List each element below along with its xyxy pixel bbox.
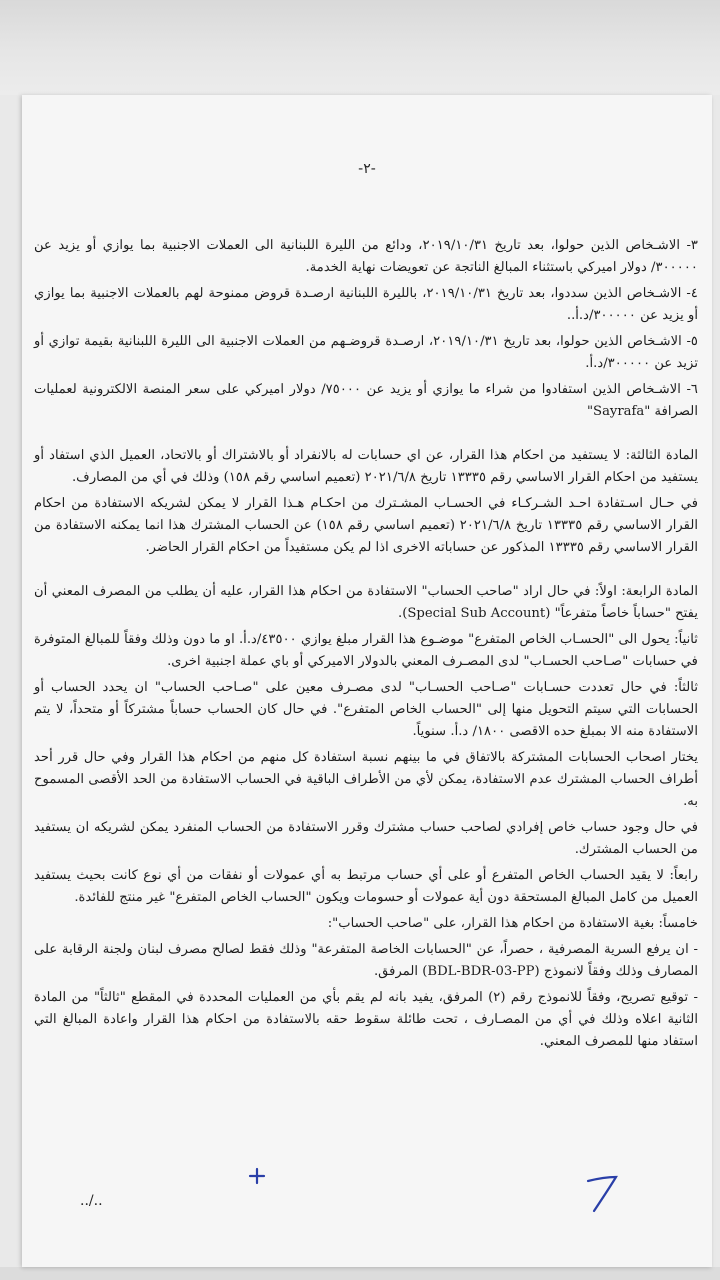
ink-signature-stroke-icon bbox=[582, 1173, 622, 1213]
ink-plus-icon bbox=[248, 1167, 266, 1185]
article-four-first-paragraph: المادة الرابعة: اولاً: في حال اراد "صاحب الحساب" الاستفادة من احكام هذا القرار، عليه أن يطلب من المصرف المعني أن يفتح "حساباً خاصاً متفرعاً" (Special Sub Account). bbox=[34, 584, 698, 621]
article-four-fifth-paragraph: خامساً: بغية الاستفادة من احكام هذا القرار، على "صاحب الحساب": bbox=[327, 916, 698, 931]
article-four-fourth-paragraph: رابعاً: لا يقيد الحساب الخاص المتفرع أو على أي حساب مرتبط به أي عمولات أو نفقات من أي نوع كانت بحيث يستفيد العميل من كامل المبالغ المستحقة دون أية عمولات أو حسومات ويكون "الحساب الخاص المتفرع" غير منتج للفائدة. bbox=[34, 868, 698, 905]
article-four-third-paragraph: ثالثاً: في حال تعددت حسـابات "صـاحب الحسـاب" لدى مصـرف معين على "صـاحب الحساب" ان يحدد الحساب أو الحسابات التي سيتم التحويل منها إلى "الحساب الخاص المتفرع". في حال كان الحساب حساباً مشتركاً أو متحداً، لا يتم الاستفادة منه الا بمبلغ حده الاقصى ١٨٠٠/ د.أ. سنوياً. bbox=[34, 680, 698, 739]
document-body bbox=[34, 235, 698, 1057]
individual-account-paragraph: في حال وجود حساب خاص إفرادي لصاحب حساب مشترك وقرر الاستفادة من الحساب المنفرد يمكن لشريكه ان يستفيد من الحساب المشترك. bbox=[34, 820, 698, 857]
scan-background-bottom bbox=[0, 1267, 720, 1280]
article-four-second-paragraph: ثانياً: يحول الى "الحسـاب الخاص المتفرع" موضـوع هذا القرار مبلغ يوازي ٤٣٥٠٠/د.أ. او ما دون وذلك وفقاً للمبالغ المتوفرة في حسابات "صـاحب الحسـاب" لدى المصـرف المعني بالدولار الاميركي أو باي عملة اجنبية اخرى. bbox=[34, 632, 698, 669]
scan-background-top bbox=[0, 0, 720, 95]
article-three-joint-account-paragraph: في حـال اسـتفادة احـد الشـركـاء في الحسـاب المشـترك من احكـام هـذا القرار لا يمكن لشريكه الاستفادة من احكام القرار الاساسي رقم ١٣٣٣٥ تاريخ ٢٠٢١/٦/٨ (تعميم اساسي رقم ١٥٨) عن الحساب المشترك هذا انما يمكنه الاستفادة من القرار الاساسي رقم ١٣٣٣٥ المذكور عن حساباته الاخرى اذا لم يكن مستفيداً من احكام القرار الحاضر. bbox=[34, 496, 698, 555]
page-number: -٢- bbox=[358, 161, 376, 177]
declaration-bullet: - توقيع تصريح، وفقاً للانموذج رقم (٢) المرفق، يفيد بانه لم يقم بأي من العمليات المحددة في المقطع "ثالثاً" من المادة الثانية اعلاه وذلك في أي من المصـارف ، تحت طائلة سقوط حقه بالاستفادة من احكام هذا القرار واعادة المبالغ التي استفاد منها للمصرف المعني. bbox=[34, 990, 698, 1049]
item-3-paragraph: ٣- الاشـخاص الذين حولوا، بعد تاريخ ٢٠١٩/١٠/٣١، ودائع من الليرة اللبنانية الى العملات الاجنبية بما يوازي أو يزيد عن ٣٠٠٠٠٠/ دولار اميركي باستثناء المبالغ الناتجة عن تعويضات نهاية الخدمة. bbox=[34, 238, 698, 275]
item-4-paragraph: ٤- الاشـخاص الذين سددوا، بعد تاريخ ٢٠١٩/١٠/٣١، بالليرة اللبنانية ارصـدة قروض ممنوحة لهم بالعملات الاجنبية بما يوازي أو يزيد عن ٣٠٠٠٠٠/د.أ.. bbox=[34, 286, 698, 323]
article-three-paragraph: المادة الثالثة: لا يستفيد من احكام هذا القرار، عن اي حسابات له بالانفراد أو بالاشتراك أو بالاتحاد، العميل الذي استفاد أو يستفيد من احكام القرار الاساسي رقم ١٣٣٣٥ تاريخ ٢٠٢١/٦/٨ (تعميم اساسي رقم ١٥٨) وذلك في أي من المصارف. bbox=[34, 448, 698, 485]
item-5-paragraph: ٥- الاشـخاص الذين حولوا، بعد تاريخ ٢٠١٩/١٠/٣١، ارصـدة قروضـهم من العملات الاجنبية الى الليرة اللبنانية بقيمة توازي أو تزيد عن ٣٠٠٠٠٠/د.أ. bbox=[34, 334, 699, 371]
document-page bbox=[22, 95, 712, 1267]
bank-secrecy-bullet: - ان يرفع السرية المصرفية ، حصراً، عن "الحسابات الخاصة المتفرعة" وذلك فقط لصالح مصرف لبنان ولجنة الرقابة على المصارف وذلك وفقاً لانموذج (BDL-BDR-03-PP) المرفق. bbox=[34, 942, 698, 979]
item-6-paragraph: ٦- الاشـخاص الذين استفادوا من شراء ما يوازي أو يزيد عن ٧٥٠٠٠/ دولار اميركي على سعر المنصة الالكترونية لعمليات الصرافة "Sayrafa" bbox=[34, 382, 698, 419]
continuation-marker: ../.. bbox=[80, 1193, 103, 1209]
joint-accounts-paragraph: يختار اصحاب الحسابات المشتركة بالاتفاق في ما بينهم نسبة استفادة كل منهم من احكام هذا القرار وفي حال قرر أحد أطراف الحساب المشترك عدم الاستفادة، يمكن لأي من الأطراف الباقية في الحساب الاستفادة من الحد الأقصى المسموح به. bbox=[34, 750, 698, 809]
